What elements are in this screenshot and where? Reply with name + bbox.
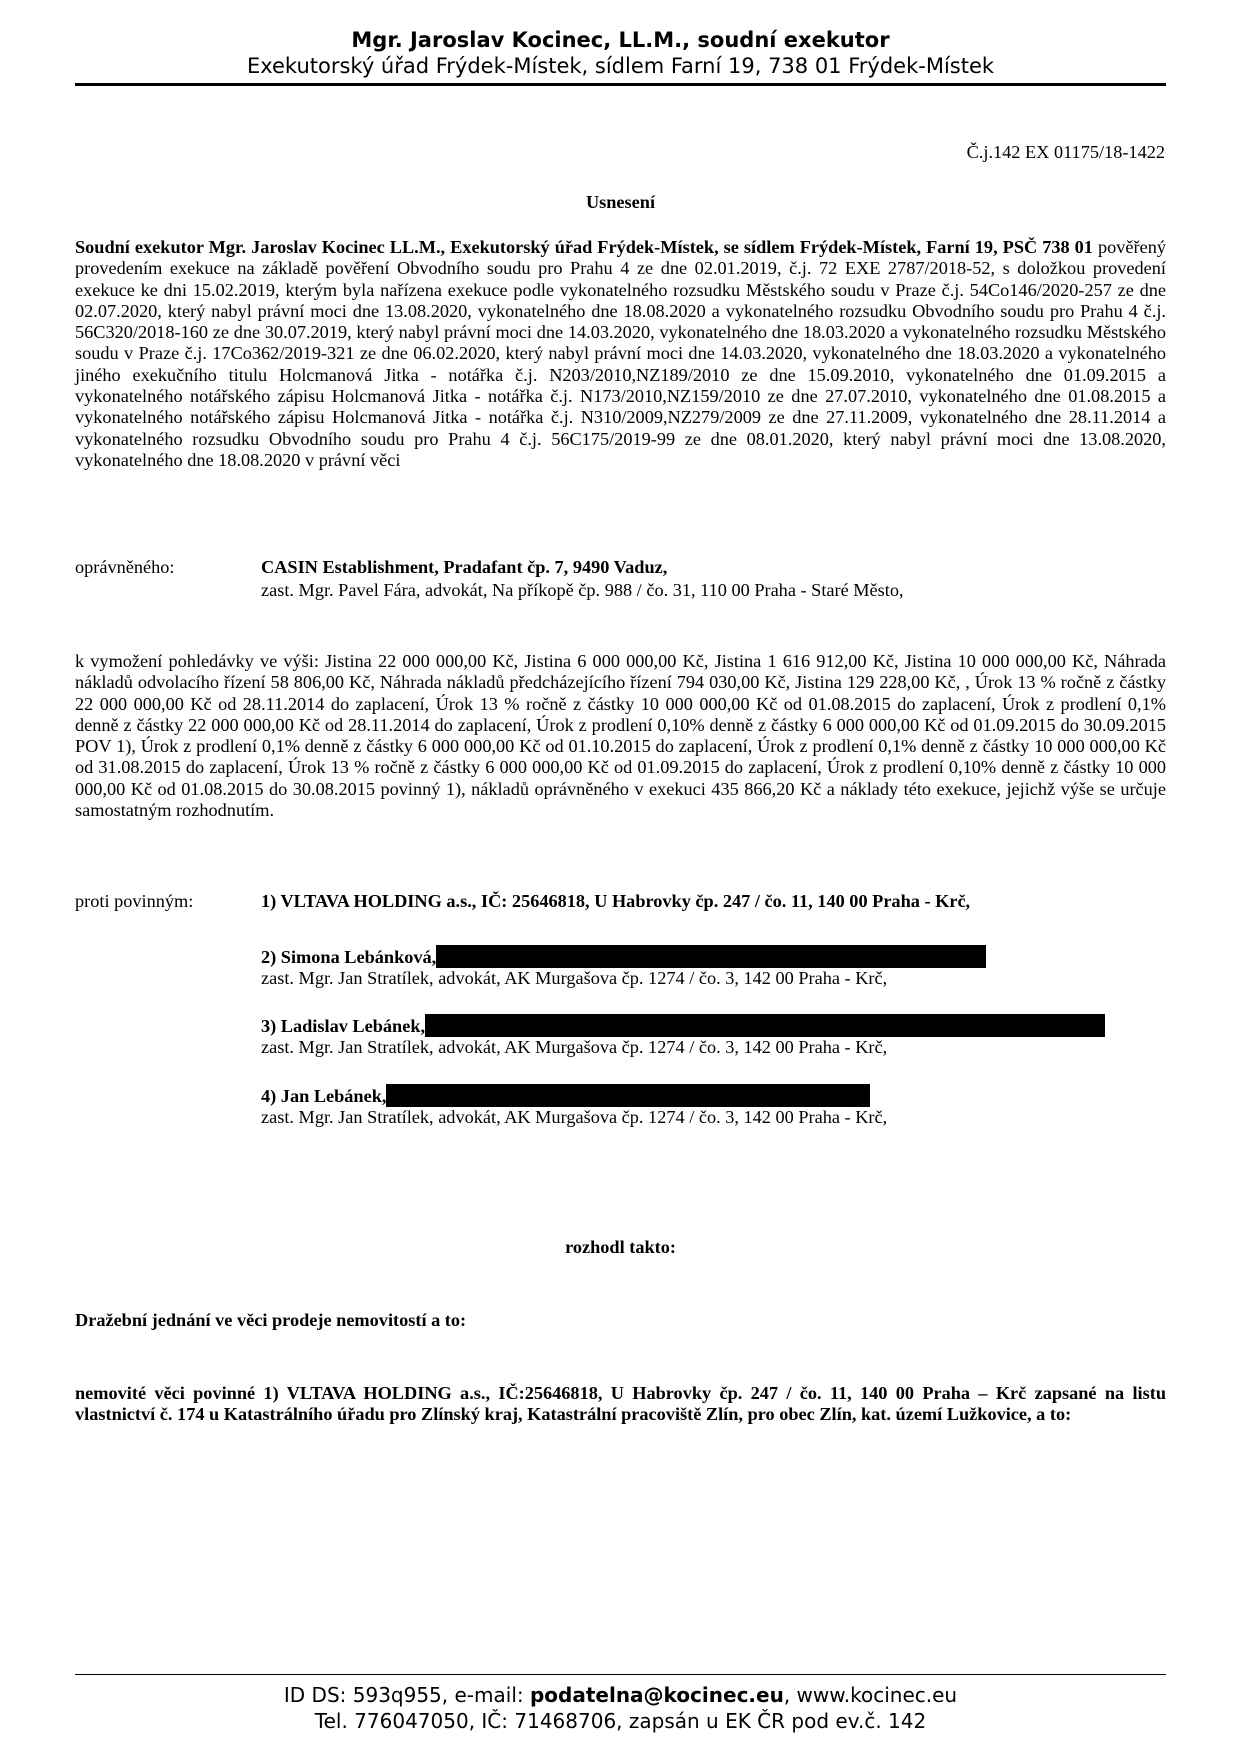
intro-paragraph xyxy=(75,237,1166,471)
footer-divider xyxy=(75,1674,1166,1675)
creditor-name: CASIN Establishment, Pradafant čp. 7, 9490 Vaduz, xyxy=(261,557,668,577)
debtor-2: 2) Simona Lebánková, xyxy=(261,947,437,967)
document-title: Usnesení xyxy=(585,192,656,212)
debtor-4: 4) Jan Lebánek, xyxy=(261,1086,387,1106)
debtors-label: proti povinným: xyxy=(75,891,194,911)
footer-id: ID DS: 593q955, e-mail: xyxy=(283,1683,530,1707)
debtor-3-representative: zast. Mgr. Jan Stratílek, advokát, AK Murgašova čp. 1274 / čo. 3, 142 00 Praha - Krč, xyxy=(261,1037,888,1057)
footer-registration: Tel. 776047050, IČ: 71468706, zapsán u EK ČR pod ev.č. 142 xyxy=(314,1709,927,1733)
redaction-bar xyxy=(386,1084,870,1107)
property-paragraph: nemovité věci povinné 1) VLTAVA HOLDING a.s., IČ:25646818, U Habrovky čp. 247 / čo. 11, 140 00 Praha – Krč zapsané na listu vlastnictví č. 174 u Katastrálního úřadu pro Zlínský kraj, Katastrální pracoviště Zlín, pro obec Zlín, kat. území Lužkovice, a to: xyxy=(75,1383,1166,1425)
redaction-bar xyxy=(425,1014,1105,1037)
office-name: Mgr. Jaroslav Kocinec, LL.M., soudní exekutor xyxy=(351,28,890,52)
debtor-2-line xyxy=(261,945,986,968)
debtor-1: 1) VLTAVA HOLDING a.s., IČ: 25646818, U Habrovky čp. 247 / čo. 11, 140 00 Praha - Krč, xyxy=(261,891,971,911)
footer-email[interactable]: podatelna@kocinec.eu xyxy=(529,1683,784,1707)
intro-bold: Soudní exekutor Mgr. Jaroslav Kocinec LL.M., Exekutorský úřad Frýdek-Místek, se sídlem Frýdek-Místek, Farní 19, PSČ 738 01 xyxy=(75,237,1093,257)
intro-text: pověřený provedením exekuce na základě pověření Obvodního soudu pro Prahu 4 ze dne 02.01.2019, č.j. 72 EXE 2787/2018-52, s doložkou provedení exekuce ke dni 15.02.2019, kterým byla nařízena exekuce podle vykonatelného rozsudku Městského soudu v Praze č.j. 54Co146/2020-257 ze dne 02.07.2020, který nabyl právní moci dne 13.08.2020, vykonatelného dne 18.08.2020 a vykonatelného rozsudku Obvodního soudu pro Prahu 4 č.j. 56C320/2018-160 ze dne 30.07.2019, který nabyl právní moci dne 14.03.2020, vykonatelného dne 18.03.2020 a vykonatelného rozsudku Městského soudu v Praze č.j. 17Co362/2019-321 ze dne 06.02.2020, který nabyl právní moci dne 14.03.2020, vykonatelného dne 18.03.2020 a vykonatelného jiného exekučního titulu Holcmanová Jitka - notářka č.j. N203/2010,NZ189/2010 ze dne 15.09.2010, vykonatelného dne 01.09.2015 a vykonatelného notářského zápisu Holcmanová Jitka - notářka č.j. N173/2010,NZ159/2010 ze dne 27.07.2010, vykonatelného dne 01.08.2015 a vykonatelného notářského zápisu Holcmanová Jitka - notářka č.j. N310/2009,NZ279/2009 ze dne 27.11.2009, vykonatelného dne 28.11.2014 a vykonatelného rozsudku Obvodního soudu pro Prahu 4 č.j. 56C175/2019-99 ze dne 08.01.2020, který nabyl právní moci dne 13.08.2020, vykonatelného dne 18.08.2020 v právní věci xyxy=(75,237,1166,470)
creditor-representative: zast. Mgr. Pavel Fára, advokát, Na příkopě čp. 988 / čo. 31, 110 00 Praha - Staré Město, xyxy=(261,580,904,600)
decision-heading: rozhodl takto: xyxy=(565,1237,676,1257)
debtor-3: 3) Ladislav Lebánek, xyxy=(261,1016,426,1036)
debtor-4-representative: zast. Mgr. Jan Stratílek, advokát, AK Murgašova čp. 1274 / čo. 3, 142 00 Praha - Krč, xyxy=(261,1107,888,1127)
debtor-2-representative: zast. Mgr. Jan Stratílek, advokát, AK Murgašova čp. 1274 / čo. 3, 142 00 Praha - Krč, xyxy=(261,968,888,988)
redaction-bar xyxy=(436,945,986,968)
footer-web: , www.kocinec.eu xyxy=(783,1683,958,1707)
header-divider xyxy=(75,83,1166,86)
debtor-4-line xyxy=(261,1084,870,1107)
creditor-label: oprávněného: xyxy=(75,557,175,577)
case-reference: Č.j.142 EX 01175/18-1422 xyxy=(966,142,1165,162)
footer-contact xyxy=(0,1683,1241,1707)
debtor-3-line xyxy=(261,1014,1105,1037)
auction-heading: Dražební jednání ve věci prodeje nemovitostí a to: xyxy=(75,1310,467,1330)
claim-paragraph: k vymožení pohledávky ve výši: Jistina 22 000 000,00 Kč, Jistina 6 000 000,00 Kč, Jistina 1 616 912,00 Kč, Jistina 10 000 000,00 Kč, Náhrada nákladů odvolacího řízení 58 806,00 Kč, Náhrada nákladů předcházejícího řízení 794 030,00 Kč, Jistina 129 228,00 Kč, , Úrok 13 % ročně z částky 22 000 000,00 Kč od 28.11.2014 do zaplacení, Úrok 13 % ročně z částky 10 000 000,00 Kč od 01.08.2015 do zaplacení, Úrok z prodlení 0,1% denně z částky 22 000 000,00 Kč od 28.11.2014 do zaplacení, Úrok z prodlení 0,10% denně z částky 6 000 000,00 Kč od 01.09.2015 do 30.09.2015 POV 1), Úrok z prodlení 0,1% denně z částky 6 000 000,00 Kč od 01.10.2015 do zaplacení, Úrok z prodlení 0,1% denně z částky 10 000 000,00 Kč od 31.08.2015 do zaplacení, Úrok 13 % ročně z částky 6 000 000,00 Kč od 01.09.2015 do zaplacení, Úrok z prodlení 0,10% denně z částky 10 000 000,00 Kč od 01.08.2015 do 30.08.2015 povinný 1), nákladů oprávněného v exekuci 435 866,20 Kč a náklady této exekuce, jejichž výše se určuje samostatným rozhodnutím. xyxy=(75,651,1166,821)
office-address: Exekutorský úřad Frýdek-Místek, sídlem Farní 19, 738 01 Frýdek-Místek xyxy=(246,54,995,78)
